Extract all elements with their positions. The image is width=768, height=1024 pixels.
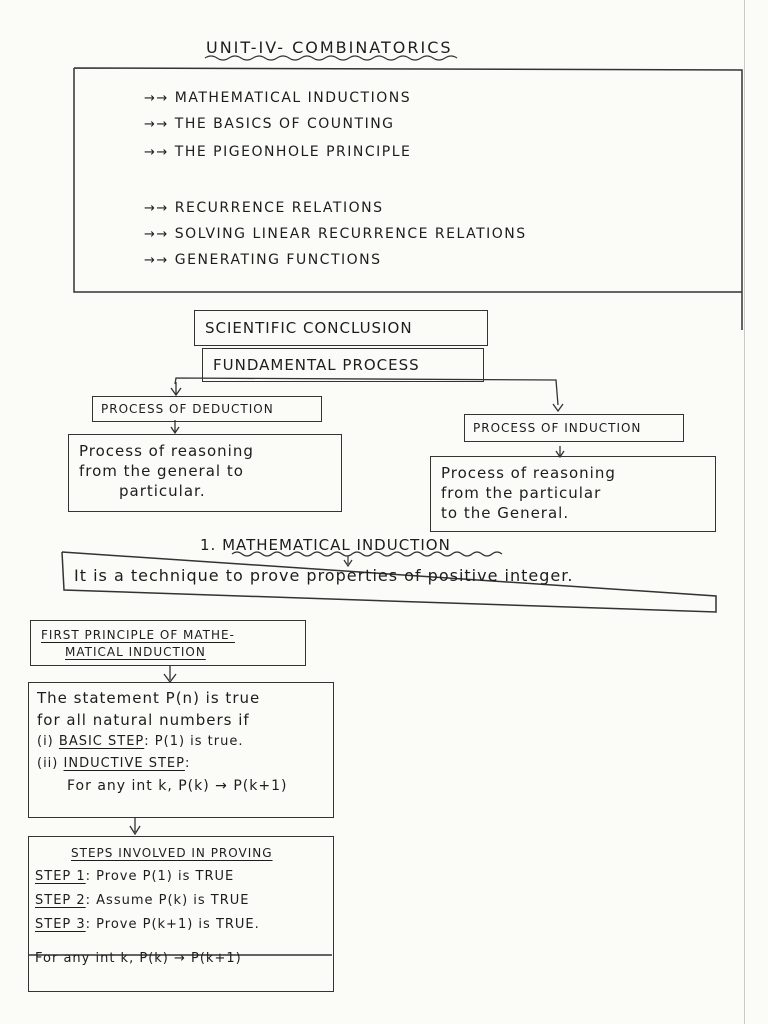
induction-label: PROCESS OF INDUCTION	[473, 421, 642, 435]
step-label: STEP 2	[35, 893, 86, 908]
principle-arrow	[164, 666, 176, 682]
arrow-bullet-icon: →→	[144, 253, 169, 268]
steps-box	[28, 836, 334, 992]
deduction-label: PROCESS OF DEDUCTION	[101, 402, 274, 416]
topic-item: →→ MATHEMATICAL INDUCTIONS	[144, 90, 412, 106]
scientific-conclusion-label: SCIENTIFIC CONCLUSION	[205, 319, 413, 337]
steps-title: STEPS INVOLVED IN PROVING	[71, 846, 273, 860]
statement-line: for all natural numbers if	[37, 711, 250, 729]
induction-description-box	[430, 456, 716, 532]
induction-box	[464, 414, 684, 442]
inductive-step-line: (ii) INDUCTIVE STEP:	[37, 756, 191, 771]
arrow-bullet-icon: →→	[144, 201, 169, 216]
induction-desc-line: from the particular	[441, 484, 602, 502]
fundamental-process-label: FUNDAMENTAL PROCESS	[213, 356, 420, 374]
topic-item: →→ GENERATING FUNCTIONS	[144, 252, 382, 268]
steps-arrow	[130, 818, 140, 834]
page-title: UNIT-IV- COMBINATORICS	[206, 38, 453, 57]
topic-item: →→ THE PIGEONHOLE PRINCIPLE	[144, 144, 412, 160]
scientific-conclusion-box	[194, 310, 488, 346]
induction-definition: It is a technique to prove properties of positive integer.	[74, 566, 574, 585]
step-label: STEP 3	[35, 917, 86, 932]
topic-item: →→ SOLVING LINEAR RECURRENCE RELATIONS	[144, 226, 527, 242]
inductive-rule: For any int k, P(k) → P(k+1)	[67, 778, 288, 794]
topic-item: →→ THE BASICS OF COUNTING	[144, 116, 395, 132]
step-item: STEP 2: Assume P(k) is TRUE	[35, 893, 250, 908]
section-arrow	[344, 556, 352, 566]
deduction-desc-line: particular.	[119, 482, 206, 500]
induction-desc-line: to the General.	[441, 504, 570, 522]
deduction-desc-line: Process of reasoning	[79, 442, 254, 460]
statement-line: The statement P(n) is true	[37, 689, 261, 707]
arrow-bullet-icon: →→	[144, 227, 169, 242]
inductive-step-label: INDUCTIVE STEP	[63, 756, 185, 771]
topic-item: →→ RECURRENCE RELATIONS	[144, 200, 384, 216]
arrow-right-head	[553, 404, 563, 411]
basic-step-line: (i) BASIC STEP: P(1) is true.	[37, 734, 244, 749]
induction-desc-line: Process of reasoning	[441, 464, 616, 482]
first-principle-statement-box	[28, 682, 334, 818]
first-principle-title-line: FIRST PRINCIPLE OF MATHE-	[41, 628, 235, 642]
first-principle-title-box	[30, 620, 306, 666]
basic-step-label: BASIC STEP	[58, 734, 145, 749]
step-item: STEP 1: Prove P(1) is TRUE	[35, 869, 235, 884]
step-label: STEP 1	[35, 869, 86, 884]
arrow-bullet-icon: →→	[144, 117, 169, 132]
arrow-bullet-icon: →→	[144, 145, 169, 160]
step-item: STEP 3: Prove P(k+1) is TRUE.	[35, 917, 260, 932]
page-margin-line	[744, 0, 745, 1024]
section-heading: 1. MATHEMATICAL INDUCTION	[200, 536, 451, 554]
arrow-bullet-icon: →→	[144, 91, 169, 106]
deduction-desc-line: from the general to	[79, 462, 244, 480]
arrow-left-head	[171, 388, 181, 395]
steps-footer: For any int k, P(k) → P(k+1)	[35, 951, 242, 966]
fundamental-process-box	[202, 348, 484, 382]
topics-box	[74, 68, 742, 330]
deduction-box	[92, 396, 322, 422]
deduction-description-box	[68, 434, 342, 512]
first-principle-title-line: MATICAL INDUCTION	[65, 645, 206, 659]
